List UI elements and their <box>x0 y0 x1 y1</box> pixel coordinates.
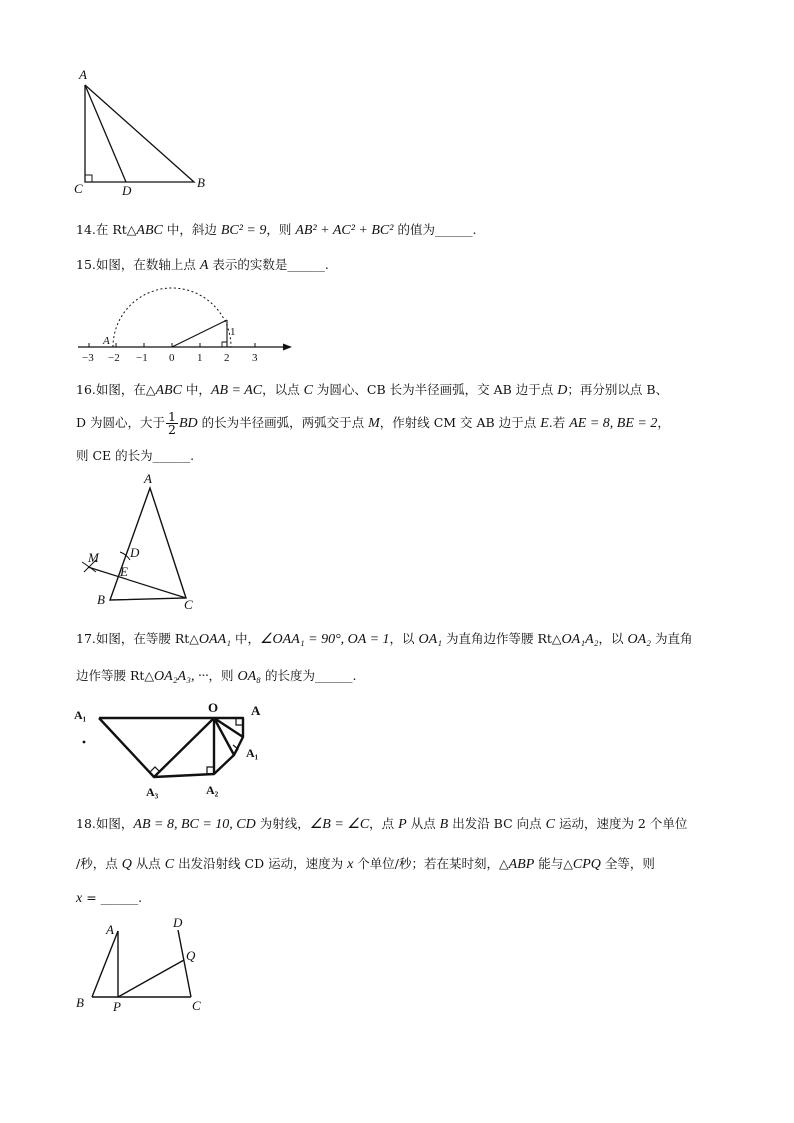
q16-text: ；再分别以点 B、 <box>567 382 669 397</box>
q18-math: C <box>545 817 555 832</box>
q17-text: 边作等腰 Rt△ <box>76 668 155 683</box>
q17-text: 中， <box>231 631 260 646</box>
q17-text: 的长度为______. <box>261 668 357 683</box>
q18-math: C <box>164 857 175 872</box>
label-B: B <box>76 995 84 1010</box>
q18-text: 为射线， <box>255 816 310 831</box>
q16-text: ，以点 <box>262 382 304 397</box>
tick-label: −2 <box>108 352 120 364</box>
q15-text: 表示的实数是______. <box>208 257 329 272</box>
q18-text: ，点 <box>369 816 399 831</box>
tick-label: 2 <box>224 352 230 364</box>
q16-math: BD <box>178 416 198 431</box>
label-A: A <box>106 922 114 937</box>
label-A1: A₁ <box>246 746 259 760</box>
q14-text: 中，斜边 <box>162 222 221 237</box>
q16-text: 16.如图，在△ <box>76 382 156 397</box>
question-18-line1 <box>76 815 687 834</box>
q17-text: ，则 <box>208 668 238 683</box>
q18-text: /秒，点 <box>76 856 122 871</box>
q18-math: AB = 8, BC = 10, CD <box>133 817 256 832</box>
q18-math: CPQ <box>572 857 601 872</box>
q14-text: 14.在 Rt△ <box>76 222 137 237</box>
q14-text: ，则 <box>266 222 296 237</box>
figure-17-triangles <box>70 697 270 799</box>
q17-math: ∠OAA₁ = 90°, OA = 1 <box>259 632 390 647</box>
frac-denominator: 2 <box>168 422 176 437</box>
q16-text: 则 CE 的长为______. <box>76 448 195 463</box>
q18-text: 出发沿 BC 向点 <box>448 816 546 831</box>
q17-math: OA₂ <box>627 632 652 647</box>
figure-14-triangle <box>70 65 220 195</box>
q17-math: OA₈ <box>237 669 261 684</box>
q17-text: 为直角边作等腰 Rt△ <box>442 631 562 646</box>
q14-text: 的值为______. <box>393 222 477 237</box>
q15-text: 15.如图，在数轴上点 <box>76 257 200 272</box>
label-E: E <box>120 564 128 579</box>
label-A: A <box>251 703 261 718</box>
q16-math: M <box>368 416 380 431</box>
q16-math: ABC <box>155 383 182 398</box>
q14-math: ABC <box>136 223 163 238</box>
q18-math: x <box>76 891 83 906</box>
fraction-half <box>166 411 178 436</box>
q17-text: 为直角 <box>651 631 693 646</box>
q18-text: 全等，则 <box>600 856 655 871</box>
label-D: D <box>130 545 140 560</box>
q16-text: .若 <box>548 415 570 430</box>
q14-math: BC² = 9 <box>220 223 267 238</box>
q18-text: = ______. <box>82 890 143 905</box>
question-18-line2 <box>76 855 655 874</box>
q17-text: ，以 <box>598 631 628 646</box>
q18-text: 出发沿射线 CD 运动，速度为 <box>174 856 348 871</box>
q17-math: OAA₁ <box>198 632 231 647</box>
label-A: A <box>79 67 87 82</box>
tick-label: 1 <box>197 352 203 364</box>
q18-text: 从点 <box>406 816 440 831</box>
label-C: C <box>184 597 193 612</box>
label-A: A <box>144 471 152 486</box>
q18-text: 运动，速度为 2 个单位 <box>554 816 688 831</box>
question-17-line2 <box>76 667 356 686</box>
q18-text: 能与△ <box>534 856 573 871</box>
q17-math: OA₁ <box>418 632 443 647</box>
label-D: D <box>122 183 132 195</box>
q18-math: ABP <box>508 857 535 872</box>
q16-math: AE = 8, BE = 2 <box>569 416 658 431</box>
q18-math: Q <box>121 857 132 872</box>
label-O: O <box>208 700 219 715</box>
label-M: M <box>88 550 99 565</box>
tick-label: 3 <box>252 352 258 364</box>
q16-text: ，作射线 CM 交 AB 边于点 <box>379 415 541 430</box>
label-B: B <box>97 592 105 607</box>
label-A1-left: A₁ <box>74 708 87 722</box>
question-17-line1 <box>76 630 693 649</box>
label-one: 1 <box>230 326 236 338</box>
q15-math: A <box>199 258 209 273</box>
q17-text: 17.如图，在等腰 Rt△ <box>76 631 199 646</box>
q18-math: x <box>347 857 354 872</box>
figure-18-triangles <box>70 910 220 1020</box>
q16-text: D 为圆心，大于 <box>76 415 165 430</box>
q16-math: E <box>540 416 549 431</box>
label-P: P <box>113 999 121 1014</box>
q18-math: P <box>398 817 407 832</box>
q18-math: ∠B = ∠C <box>309 817 370 832</box>
label-A2: A₂ <box>206 783 219 797</box>
q18-math: B <box>439 817 449 832</box>
label-C: C <box>192 998 201 1013</box>
label-A: A <box>103 335 110 347</box>
label-B: B <box>197 175 205 190</box>
stray-dot <box>83 741 86 744</box>
tick-label: −1 <box>136 352 148 364</box>
label-C: C <box>74 181 83 195</box>
q17-text: ，以 <box>389 631 419 646</box>
question-15 <box>76 256 329 275</box>
q16-text: 为圆心、CB 长为半径画弧，交 AB 边于点 <box>312 382 558 397</box>
question-16-line2 <box>76 411 670 436</box>
question-18-line3 <box>76 889 142 908</box>
frac-numerator: 1 <box>168 409 176 424</box>
label-A3: A₃ <box>146 785 159 799</box>
q18-text: 18.如图， <box>76 816 134 831</box>
figure-16-triangle <box>80 470 205 612</box>
q16-text: 中， <box>181 382 211 397</box>
q16-math: AB = AC <box>210 383 263 398</box>
question-14 <box>76 221 476 240</box>
q18-text: 从点 <box>131 856 165 871</box>
question-16-line3 <box>76 447 194 465</box>
q18-text: 个单位/秒；若在某时刻，△ <box>353 856 509 871</box>
q16-math: D <box>557 383 568 398</box>
q17-math: OA₂A₃, ··· <box>154 669 209 684</box>
question-16-line1 <box>76 381 668 400</box>
figure-15-number-line <box>74 283 296 368</box>
q14-math: AB² + AC² + BC² <box>295 223 394 238</box>
label-Q: Q <box>186 948 196 963</box>
q16-math: C <box>303 383 313 398</box>
tick-label: 0 <box>169 352 175 364</box>
q17-math: OA₁A₂ <box>561 632 599 647</box>
label-D: D <box>173 915 183 930</box>
tick-label: −3 <box>82 352 94 364</box>
q16-text: 的长为半径画弧，两弧交于点 <box>197 415 369 430</box>
q16-text: ， <box>657 415 670 430</box>
